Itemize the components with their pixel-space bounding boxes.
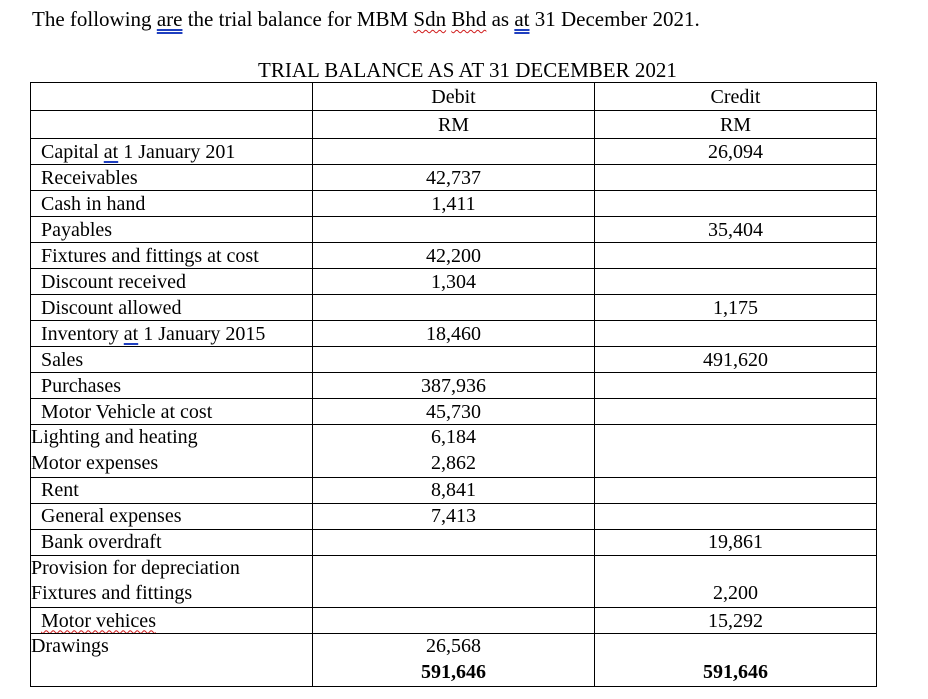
- row-debit: 42,200: [313, 243, 595, 269]
- row-label: Fixtures and fittings: [31, 582, 193, 605]
- group-labels: [31, 634, 313, 687]
- currency-credit: RM: [595, 111, 877, 139]
- row-credit: [595, 451, 876, 477]
- row-credit: [595, 269, 877, 295]
- header-credit: Credit: [595, 83, 877, 111]
- row-credit: 491,620: [595, 347, 877, 373]
- table-row: [31, 373, 877, 399]
- row-label: Drawings: [31, 635, 109, 658]
- table-row: [31, 347, 877, 373]
- currency-blank-cell: [31, 111, 313, 139]
- currency-debit: RM: [313, 111, 595, 139]
- row-debit: [313, 139, 595, 165]
- intro-text-as: as: [486, 7, 515, 31]
- row-label: Lighting and heating: [31, 426, 198, 448]
- intro-text-end: 31 December 2021.: [529, 7, 700, 31]
- row-credit: [595, 503, 877, 529]
- table-row-group-expenses: [31, 425, 877, 478]
- row-debit: 42,737: [313, 165, 595, 191]
- intro-word-sdn: Sdn: [413, 7, 447, 31]
- row-label: Inventory at 1 January 2015: [31, 321, 313, 347]
- label-word-at: at: [103, 140, 119, 163]
- table-row: [31, 503, 877, 529]
- row-debit: 18,460: [313, 321, 595, 347]
- table-row: [31, 608, 877, 634]
- table-row: [31, 165, 877, 191]
- row-debit: [313, 347, 595, 373]
- label-word-at: at: [123, 322, 139, 345]
- row-label: Bank overdraft: [31, 529, 313, 555]
- row-credit: [595, 634, 876, 660]
- row-credit: [595, 373, 877, 399]
- row-label: [31, 608, 313, 634]
- header-blank-cell: [31, 83, 313, 111]
- table-row: [31, 295, 877, 321]
- row-debit: [313, 295, 595, 321]
- row-debit: 1,411: [313, 191, 595, 217]
- row-debit: [313, 217, 595, 243]
- row-debit: [313, 608, 595, 634]
- row-label: Receivables: [31, 165, 313, 191]
- row-label: Provision for depreciation: [31, 556, 240, 579]
- group-labels: [31, 425, 313, 478]
- row-credit: [595, 556, 876, 582]
- table-title: TRIAL BALANCE AS AT 31 DECEMBER 2021: [258, 58, 677, 82]
- total-credit: 591,646: [703, 660, 768, 683]
- row-credit: [595, 321, 877, 347]
- row-label: Discount received: [31, 269, 313, 295]
- table-row: [31, 529, 877, 555]
- row-label: Motor Vehicle at cost: [31, 399, 313, 425]
- label-motor-vehices: Motor vehices: [41, 609, 156, 632]
- table-row: [31, 477, 877, 503]
- row-credit: 19,861: [595, 529, 877, 555]
- intro-word-at: at: [514, 7, 530, 31]
- intro-sentence: [32, 6, 700, 32]
- table-row: [31, 191, 877, 217]
- row-credit: [595, 477, 877, 503]
- table-row: [31, 399, 877, 425]
- row-label: General expenses: [31, 503, 313, 529]
- group-credits: [595, 425, 877, 478]
- row-credit: [595, 243, 877, 269]
- intro-word-are: are: [156, 7, 183, 31]
- intro-word-bhd: Bhd: [451, 7, 487, 31]
- group-debits: [313, 555, 595, 608]
- row-label: Discount allowed: [31, 295, 313, 321]
- group-labels: [31, 555, 313, 608]
- row-label: Cash in hand: [31, 191, 313, 217]
- row-label: Sales: [31, 347, 313, 373]
- row-debit: [313, 556, 594, 582]
- row-credit: [595, 399, 877, 425]
- row-label: Payables: [31, 217, 313, 243]
- header-row: [31, 83, 877, 111]
- row-credit: [595, 425, 876, 451]
- row-debit: 26,568: [426, 635, 481, 658]
- table-row: [31, 217, 877, 243]
- header-debit: Debit: [313, 83, 595, 111]
- table-row-group-drawings-total: [31, 634, 877, 687]
- total-debit: 591,646: [421, 660, 486, 683]
- row-credit: 1,175: [595, 295, 877, 321]
- row-label: Rent: [31, 477, 313, 503]
- currency-row: [31, 111, 877, 139]
- row-credit: [595, 165, 877, 191]
- table-row: [31, 139, 877, 165]
- row-credit: 26,094: [595, 139, 877, 165]
- row-credit: 2,200: [713, 582, 758, 605]
- row-credit: [595, 191, 877, 217]
- row-debit: 8,841: [313, 477, 595, 503]
- group-debits: [313, 425, 595, 478]
- row-debit: [313, 581, 594, 607]
- row-debit: [313, 529, 595, 555]
- group-debits: [313, 634, 595, 687]
- trial-balance-table: [30, 82, 877, 687]
- row-debit: 1,304: [313, 269, 595, 295]
- row-credit: 15,292: [595, 608, 877, 634]
- group-credits: [595, 555, 877, 608]
- table-row: [31, 243, 877, 269]
- table-row: [31, 269, 877, 295]
- row-debit: 387,936: [313, 373, 595, 399]
- row-debit: 6,184: [431, 426, 476, 448]
- row-label: Capital at 1 January 201: [31, 139, 313, 165]
- table-row: [31, 321, 877, 347]
- row-label: Motor expenses: [31, 451, 159, 474]
- intro-text-middle: the trial balance for MBM: [182, 7, 414, 31]
- table-row-group-depreciation: [31, 555, 877, 608]
- row-debit: 2,862: [431, 451, 476, 474]
- total-label-blank: [31, 660, 312, 686]
- intro-text-start: The following: [32, 7, 157, 31]
- row-credit: 35,404: [595, 217, 877, 243]
- row-debit: 7,413: [313, 503, 595, 529]
- row-label: Purchases: [31, 373, 313, 399]
- row-label: Fixtures and fittings at cost: [31, 243, 313, 269]
- row-debit: 45,730: [313, 399, 595, 425]
- group-credits: [595, 634, 877, 687]
